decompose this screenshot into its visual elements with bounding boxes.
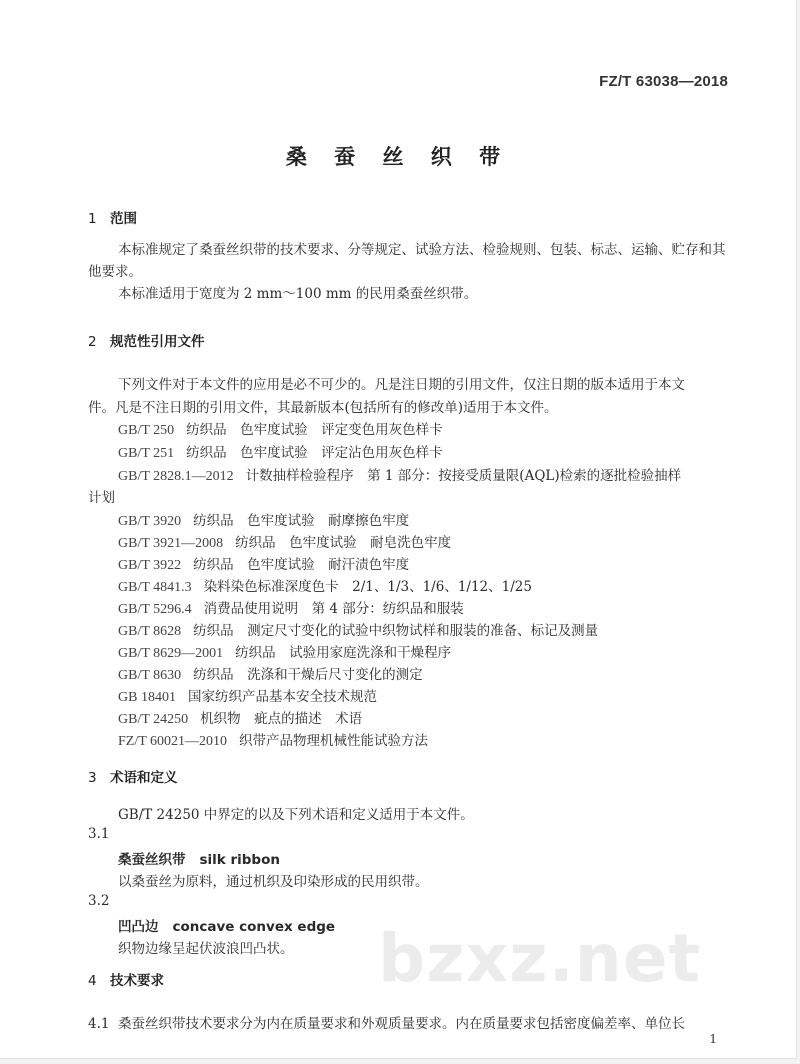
reference-title: 消费品使用说明 第 4 部分：纺织品和服装 bbox=[203, 601, 464, 617]
term-heading bbox=[118, 848, 280, 868]
reference-code: GB/T 3922 bbox=[118, 558, 182, 573]
section-title: 术语和定义 bbox=[110, 770, 178, 786]
standard-number: FZ/T 63038—2018 bbox=[599, 73, 728, 90]
term-definition: 织物边缘呈起伏波浪凹凸状。 bbox=[118, 941, 294, 957]
scope-paragraph-line-1: 本标准规定了桑蚕丝织带的技术要求、分等规定、试验方法、检验规则、包装、标志、运输、贮存和其 bbox=[118, 242, 726, 258]
reference-item bbox=[118, 509, 409, 530]
watermark: bzxz.net bbox=[378, 920, 702, 997]
reference-title: 纺织品 洗涤和干燥后尺寸变化的测定 bbox=[193, 667, 423, 683]
references-intro-line-2: 件。凡是不注日期的引用文件，其最新版本(包括所有的修改单)适用于本文件。 bbox=[88, 400, 558, 416]
reference-code: GB/T 2828.1—2012 bbox=[118, 469, 234, 484]
reference-item bbox=[118, 685, 377, 706]
reference-item bbox=[118, 464, 681, 485]
section-number: 4 bbox=[88, 973, 97, 989]
reference-continuation: 计划 bbox=[88, 490, 115, 506]
scope-paragraph-2: 本标准适用于宽度为 2 mm～100 mm 的民用桑蚕丝织带。 bbox=[118, 286, 478, 302]
reference-title: 计数抽样检验程序 第 1 部分：按接受质量限(AQL)检索的逐批检验抽样 bbox=[245, 468, 682, 484]
references-intro-line-1: 下列文件对于本文件的应用是必不可少的。凡是注日期的引用文件，仅注日期的版本适用于本文 bbox=[118, 377, 685, 393]
reference-code: GB/T 3920 bbox=[118, 514, 182, 529]
section-4-heading bbox=[88, 969, 164, 989]
reference-code: GB/T 250 bbox=[118, 423, 175, 438]
reference-item bbox=[118, 663, 423, 684]
reference-title: 纺织品 色牢度试验 耐皂洗色牢度 bbox=[235, 535, 452, 551]
section-title: 规范性引用文件 bbox=[110, 334, 205, 350]
reference-code: GB/T 4841.3 bbox=[118, 580, 192, 595]
section-3-heading bbox=[88, 766, 178, 786]
reference-code: GB/T 8630 bbox=[118, 668, 182, 683]
terms-intro: GB/T 24250 中界定的以及下列术语和定义适用于本文件。 bbox=[118, 807, 474, 823]
reference-item bbox=[118, 418, 443, 439]
section-2-heading bbox=[88, 330, 205, 350]
clause-4-1 bbox=[88, 1012, 685, 1032]
term-en: silk ribbon bbox=[199, 852, 280, 868]
reference-title: 纺织品 测定尺寸变化的试验中织物试样和服装的准备、标记及测量 bbox=[193, 623, 599, 639]
reference-item bbox=[118, 441, 443, 462]
reference-code: GB/T 251 bbox=[118, 446, 175, 461]
reference-item bbox=[118, 553, 409, 574]
section-number: 1 bbox=[88, 211, 97, 227]
section-title: 范围 bbox=[110, 211, 137, 227]
section-number: 3 bbox=[88, 770, 97, 786]
section-title: 技术要求 bbox=[110, 973, 164, 989]
reference-code: FZ/T 60021—2010 bbox=[118, 734, 228, 749]
reference-item bbox=[118, 619, 598, 640]
reference-code: GB/T 5296.4 bbox=[118, 602, 192, 617]
section-1-heading bbox=[88, 207, 137, 227]
reference-title: 纺织品 色牢度试验 耐摩擦色牢度 bbox=[193, 513, 410, 529]
term-zh: 凹凸边 bbox=[118, 919, 159, 935]
reference-code: GB/T 24250 bbox=[118, 712, 189, 727]
reference-code: GB/T 8628 bbox=[118, 624, 182, 639]
reference-item bbox=[118, 707, 362, 728]
term-number: 3.2 bbox=[88, 893, 110, 909]
section-number: 2 bbox=[88, 334, 97, 350]
term-definition: 以桑蚕丝为原料，通过机织及印染形成的民用织带。 bbox=[118, 874, 429, 890]
reference-item bbox=[118, 641, 451, 662]
term-heading bbox=[118, 915, 335, 935]
clause-text: 桑蚕丝织带技术要求分为内在质量要求和外观质量要求。内在质量要求包括密度偏差率、单位长 bbox=[118, 1016, 685, 1032]
reference-item bbox=[118, 729, 428, 750]
term-en: concave convex edge bbox=[172, 919, 336, 935]
reference-title: 国家纺织产品基本安全技术规范 bbox=[187, 689, 377, 705]
term-zh: 桑蚕丝织带 bbox=[118, 852, 186, 868]
reference-code: GB 18401 bbox=[118, 690, 176, 705]
reference-title: 织带产品物理机械性能试验方法 bbox=[239, 733, 429, 749]
reference-item bbox=[118, 575, 532, 596]
reference-title: 纺织品 色牢度试验 评定变色用灰色样卡 bbox=[186, 422, 443, 438]
clause-number: 4.1 bbox=[88, 1016, 110, 1032]
document-title: 桑 蚕 丝 织 带 bbox=[285, 145, 511, 169]
reference-code: GB/T 8629—2001 bbox=[118, 646, 224, 661]
reference-title: 纺织品 色牢度试验 评定沾色用灰色样卡 bbox=[186, 445, 443, 461]
reference-item bbox=[118, 597, 464, 618]
reference-title: 纺织品 试验用家庭洗涤和干燥程序 bbox=[235, 645, 452, 661]
reference-title: 染料染色标准深度色卡 2/1、1/3、1/6、1/12、1/25 bbox=[203, 579, 532, 595]
scope-paragraph-line-2: 他要求。 bbox=[88, 264, 142, 280]
reference-item bbox=[118, 531, 451, 552]
page-number: 1 bbox=[709, 1032, 717, 1046]
reference-title: 机织物 疵点的描述 术语 bbox=[200, 711, 363, 727]
reference-code: GB/T 3921—2008 bbox=[118, 536, 224, 551]
term-number: 3.1 bbox=[88, 826, 110, 842]
reference-title: 纺织品 色牢度试验 耐汗渍色牢度 bbox=[193, 557, 410, 573]
